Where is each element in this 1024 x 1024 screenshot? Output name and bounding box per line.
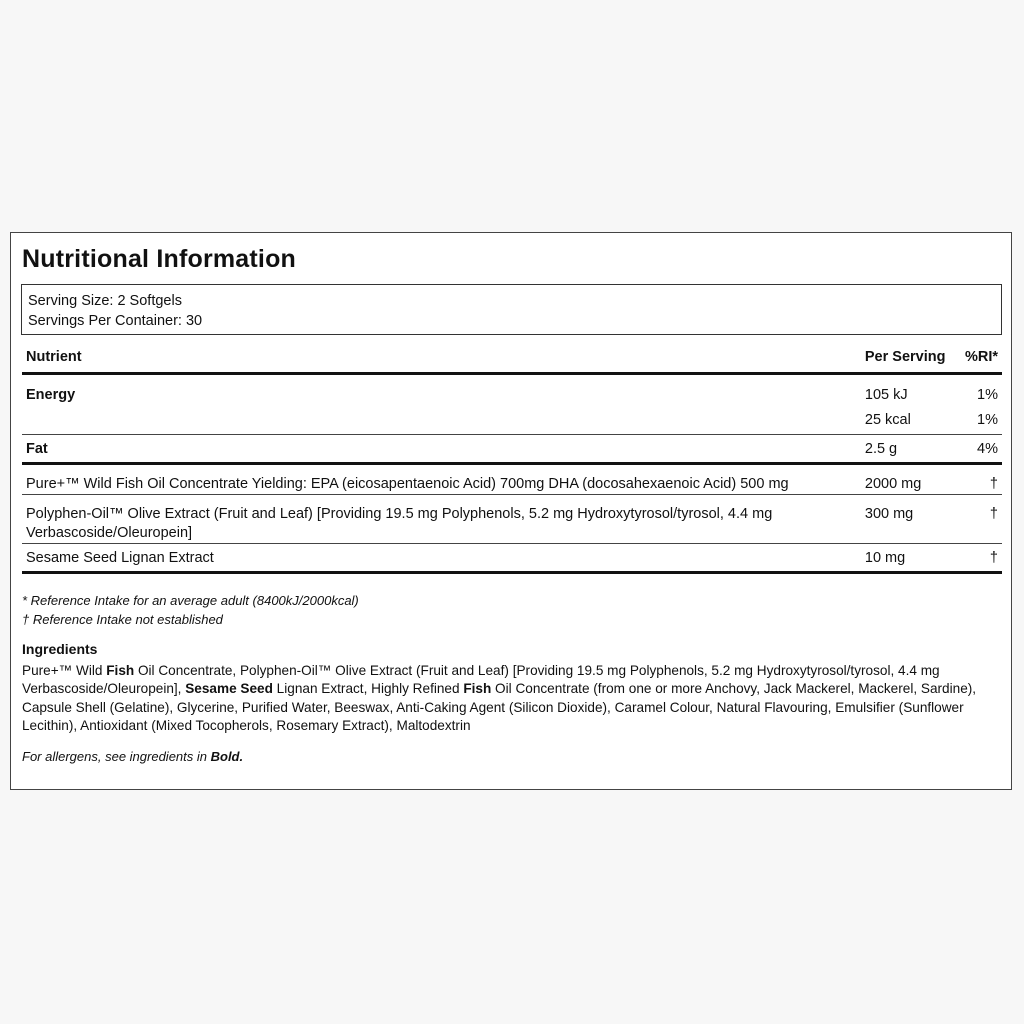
servings-per-container: Servings Per Container: 30 (28, 313, 203, 329)
nutrient-amount: 105 kJ (864, 387, 908, 403)
page-title: Nutritional Information (22, 245, 297, 273)
table-row (22, 464, 1002, 495)
table-row (22, 374, 1002, 407)
nutrient-ri: 4% (952, 435, 1002, 464)
nutrient-ri: † (952, 495, 1002, 544)
nutrient-ri: † (952, 544, 1002, 573)
header-per-serving: Per Serving (861, 341, 952, 374)
nutrient-name (22, 406, 861, 435)
nutrient-ri: † (952, 464, 1002, 495)
allergen-note (22, 749, 243, 764)
ingredient-part: Oil Concentrate, Polyphen-Oil™ Olive Extract (Fruit and Leaf) [Providing 19.5 mg Polyphenols, 5.2 mg Hydroxytyrosol/tyrosol, 4.4 mg Verbascoside/Oleuropein], (22, 663, 940, 697)
ingredient-part: Pure+™ Wild (22, 663, 107, 678)
nutrient-name: Polyphen-Oil™ Olive Extract (Fruit and Leaf) [Providing 19.5 mg Polyphenols, 5.2 mg Hydroxytyrosol/tyrosol, 4.4 mg Verbascoside/Oleuropein] (22, 495, 861, 544)
ingredient-allergen: Fish (106, 663, 135, 678)
allergen-note-text: For allergens, see ingredients in (22, 749, 211, 764)
nutrient-amount: 25 kcal (861, 406, 952, 435)
table-row (22, 435, 1002, 464)
nutrient-name: Fat (22, 435, 861, 464)
header-nutrient: Nutrient (22, 341, 861, 374)
footnote-not-established: † Reference Intake not established (22, 612, 223, 627)
nutrient-amount: 10 mg (861, 544, 952, 573)
table-row (22, 495, 1002, 544)
table-header-row (22, 341, 1002, 374)
footnotes (22, 591, 359, 629)
table-row (22, 544, 1002, 573)
ingredients-title: Ingredients (22, 641, 98, 657)
nutrition-panel (10, 232, 1012, 790)
ingredient-part: Lignan Extract, Highly Refined (272, 681, 464, 697)
serving-info-box (21, 284, 1002, 335)
serving-size: Serving Size: 2 Softgels (28, 293, 182, 309)
nutrient-ri: 1% (952, 406, 1002, 435)
nutrient-amount: 300 mg (861, 495, 952, 544)
ingredient-allergen: Fish (463, 681, 492, 697)
nutrition-table (22, 341, 1002, 574)
nutrient-ri: 1% (977, 387, 998, 403)
ingredient-part: Oil Concentrate (from one or more Anchovy, Jack Mackerel, Mackerel, Sardine), Capsule Shell (Gelatine), Glycerine, Purified Water, Beeswax, Anti-Caking Agent (Silicon Dioxide), Caramel Colour, Natural Flavouring, Emulsifier (Sunflower Lecithin), Antioxidant (Mixed Tocopherols, Rosemary Extract), Maltodextrin (22, 681, 977, 734)
table-row (22, 406, 1002, 435)
ingredient-allergen: Sesame Seed (185, 681, 273, 697)
footnote-reference-intake: * Reference Intake for an average adult (8400kJ/2000kcal) (22, 593, 359, 608)
nutrient-amount: 2.5 g (861, 435, 952, 464)
nutrient-name: Energy (26, 387, 76, 403)
header-ri: %RI* (952, 341, 1002, 374)
nutrient-amount: 2000 mg (861, 464, 952, 495)
nutrient-name: Sesame Seed Lignan Extract (22, 544, 861, 573)
nutrient-name: Pure+™ Wild Fish Oil Concentrate Yielding: EPA (eicosapentaenoic Acid) 700mg DHA (docosahexaenoic Acid) 500 mg (22, 464, 861, 495)
allergen-note-bold: Bold. (210, 749, 244, 764)
ingredients-text (22, 662, 997, 736)
